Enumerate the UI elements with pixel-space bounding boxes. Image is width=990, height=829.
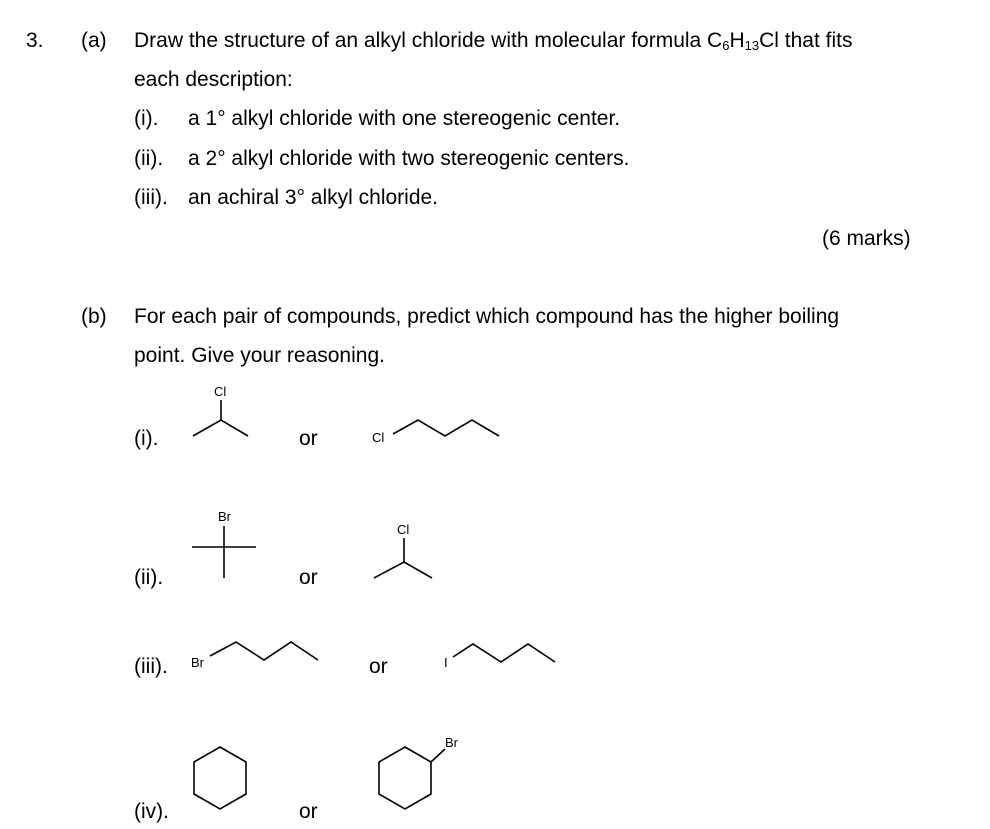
- pair-ii-left-atom-label: Br: [218, 509, 231, 524]
- pair-iii-label: (iii).: [134, 655, 168, 678]
- formula-h: H: [729, 29, 745, 52]
- pair-iv-label: (iv).: [134, 800, 169, 823]
- pair-ii-label: (ii).: [134, 566, 164, 589]
- pair-i-or: or: [299, 427, 318, 450]
- part-a-item-text: an achiral 3° alkyl chloride.: [188, 186, 439, 209]
- pair-ii-or: or: [299, 566, 318, 589]
- pair-i-left-atom-label: Cl: [214, 384, 227, 399]
- part-a-label: (a): [81, 29, 107, 52]
- part-b-label: (b): [81, 305, 107, 328]
- part-a-item-label: (i).: [134, 107, 159, 130]
- pair-iii-left-atom-label: Br: [191, 655, 204, 670]
- part-a-prompt-after: Cl that fits: [759, 29, 853, 52]
- part-b-prompt-line2: point. Give your reasoning.: [134, 344, 385, 367]
- part-a-item-label: (iii).: [134, 186, 168, 209]
- part-a-prompt-line2: each description:: [134, 68, 293, 91]
- pair-iii-or: or: [369, 655, 388, 678]
- part-a-item-label: (ii).: [134, 147, 164, 170]
- pair-iv-or: or: [299, 800, 318, 823]
- formula-subscript-h: 13: [744, 38, 760, 53]
- part-a-item-text: a 2° alkyl chloride with two stereogenic centers.: [188, 147, 630, 170]
- pair-i-label: (i).: [134, 427, 159, 450]
- pair-ii-right-atom-label: Cl: [397, 522, 410, 537]
- part-a-marks: (6 marks): [822, 227, 911, 250]
- pair-iv-right-atom-label: Br: [445, 735, 458, 750]
- pair-i-right-atom-label: Cl: [372, 430, 385, 445]
- part-a-prompt-before: Draw the structure of an alkyl chloride with molecular formula C: [134, 29, 723, 52]
- pair-iii-right-atom-label: I: [444, 655, 448, 670]
- part-a-item-text: a 1° alkyl chloride with one stereogenic center.: [188, 107, 621, 130]
- formula-subscript-c: 6: [722, 38, 730, 53]
- part-b-prompt-line1: For each pair of compounds, predict which compound has the higher boiling: [134, 305, 840, 328]
- question-number: 3.: [26, 29, 44, 52]
